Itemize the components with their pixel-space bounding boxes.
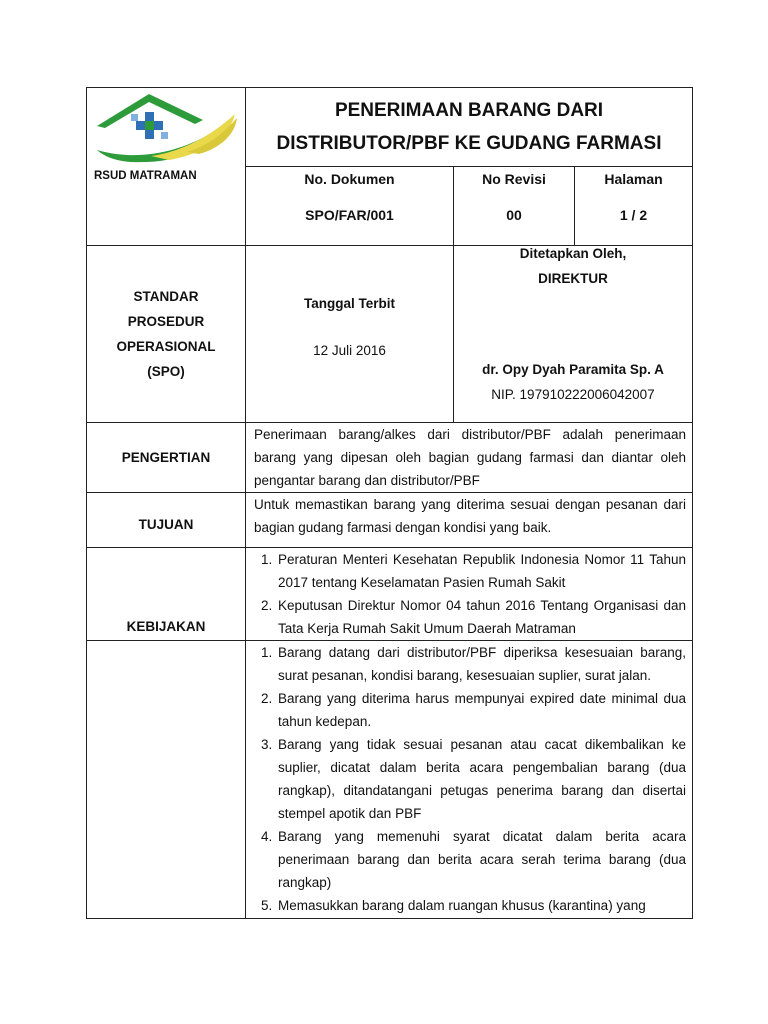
list-item: 5. Memasukkan barang dalam ruangan khusus (karantina) yang <box>276 894 692 917</box>
title-line-1: PENERIMAAN BARANG DARI <box>334 100 604 121</box>
approval-cell <box>454 246 693 423</box>
list-item: 2. Keputusan Direktur Nomor 04 tahun 2016 Tentang Organisasi dan Tata Kerja Rumah Sakit Umum Daerah Matraman <box>276 594 692 640</box>
tujuan-label: TUJUAN <box>87 493 246 548</box>
title-line-2: DISTRIBUTOR/PBF KE GUDANG FARMASI <box>276 133 662 154</box>
list-item: 4. Barang yang memenuhi syarat dicatat dalam berita acara penerimaan barang dan berita acara serah terima barang (dua rangkap) <box>276 825 692 894</box>
revision-cell <box>454 167 575 246</box>
kebijakan-list <box>246 548 692 640</box>
spo-document <box>86 87 692 919</box>
document-title <box>246 88 693 167</box>
signer-name: dr. Opy Dyah Paramita Sp. A <box>482 362 664 377</box>
page-value: 1 / 2 <box>619 207 648 223</box>
revision-value: 00 <box>506 207 522 223</box>
pengertian-content <box>246 423 693 493</box>
doc-number-value: SPO/FAR/001 <box>305 207 394 223</box>
list-item: 2. Barang yang diterima harus mempunyai expired date minimal dua tahun kedepan. <box>276 687 692 733</box>
org-name: RSUD MATRAMAN <box>94 170 197 182</box>
set-by-role: DIREKTUR <box>538 271 608 286</box>
doc-number-cell <box>246 167 454 246</box>
issue-date-value: 12 Juli 2016 <box>313 343 386 358</box>
body-table <box>86 245 693 919</box>
header-table <box>86 87 693 246</box>
issue-date-cell <box>246 246 454 423</box>
tujuan-text: Untuk memastikan barang yang diterima sesuai dengan pesanan dari bagian gudang farmasi dengan kondisi yang baik. <box>254 497 686 535</box>
pengertian-label: PENGERTIAN <box>87 423 246 493</box>
hospital-roof-cross-logo-icon <box>91 90 241 170</box>
list-item: 3. Barang yang tidak sesuai pesanan atau cacat dikembalikan ke suplier, dicatat dalam berita acara pengembalian barang (dua rangkap), ditandatangani petugas penerima barang dan disertai stempel apotik dan PBF <box>276 733 692 825</box>
spo-label-line-2: PROSEDUR <box>127 314 205 329</box>
spo-label-line-1: STANDAR <box>133 289 199 304</box>
pengertian-text: Penerimaan barang/alkes dari distributor/PBF adalah penerimaan barang yang dipesan oleh bagian gudang farmasi dan diantar oleh pengantar barang dan distributor/PBF <box>254 427 686 488</box>
spo-label-cell <box>87 246 246 423</box>
signer-nip: NIP. 197910222006042007 <box>491 387 655 402</box>
prosedur-list <box>246 641 692 917</box>
set-by-label: Ditetapkan Oleh, <box>519 246 627 261</box>
kebijakan-label: KEBIJAKAN <box>87 548 246 641</box>
page-label: Halaman <box>604 171 663 187</box>
page-cell <box>575 167 693 246</box>
spo-label-line-3: OPERASIONAL <box>116 339 216 354</box>
prosedur-label-cell <box>87 641 246 919</box>
logo-cell <box>87 88 246 246</box>
spo-label-line-4: (SPO) <box>147 364 185 379</box>
list-item: 1. Peraturan Menteri Kesehatan Republik Indonesia Nomor 11 Tahun 2017 tentang Keselamatan Pasien Rumah Sakit <box>276 548 692 594</box>
prosedur-content <box>246 641 693 919</box>
revision-label: No Revisi <box>482 171 546 187</box>
kebijakan-content <box>246 548 693 641</box>
list-item: 1. Barang datang dari distributor/PBF diperiksa kesesuaian barang, surat pesanan, kondisi barang, kesesuaian suplier, surat jalan. <box>276 641 692 687</box>
doc-number-label: No. Dokumen <box>304 171 395 187</box>
issue-date-label: Tanggal Terbit <box>304 296 395 311</box>
tujuan-content <box>246 493 693 548</box>
